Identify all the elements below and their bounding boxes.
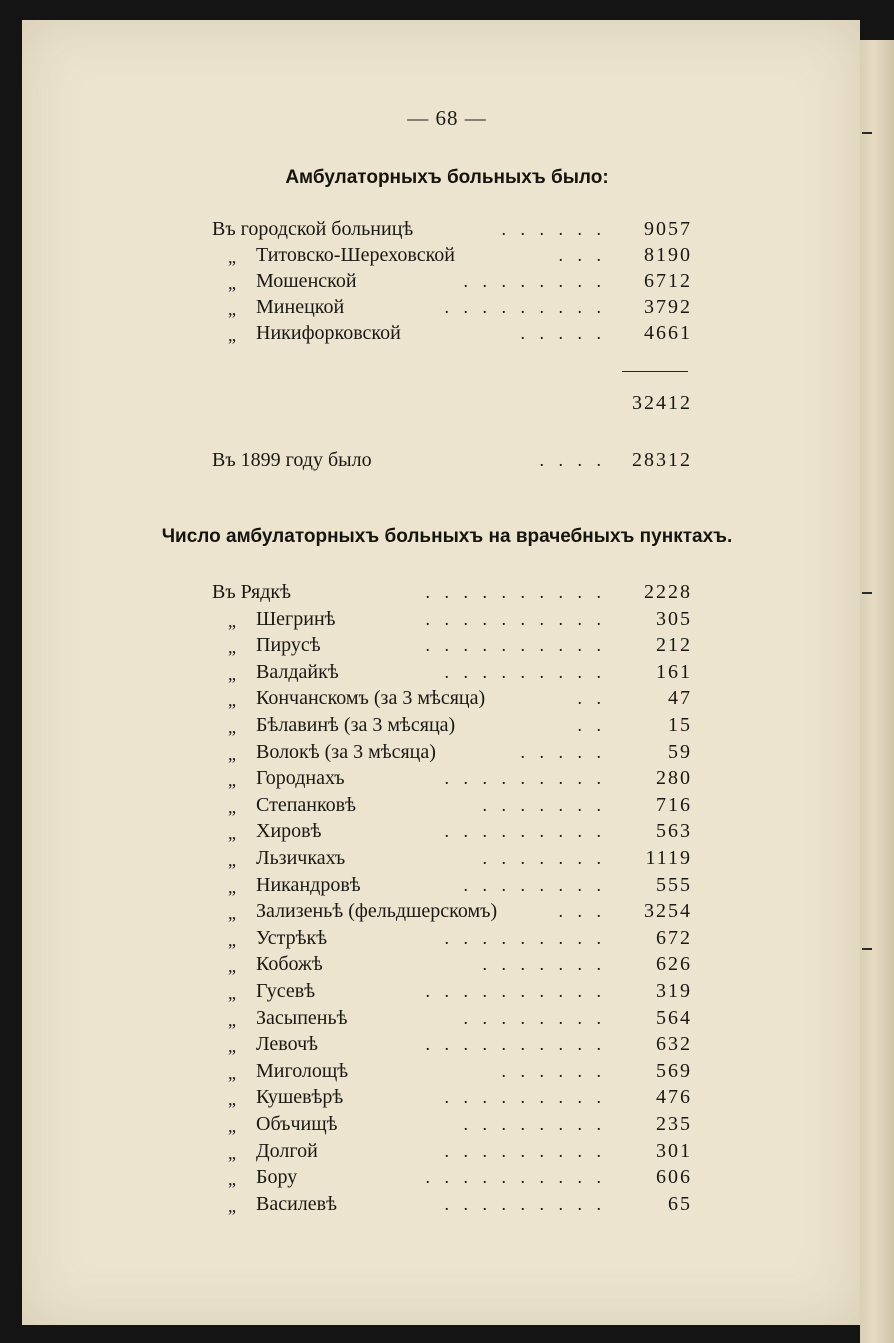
edge-mark — [862, 948, 872, 950]
edge-mark — [862, 132, 872, 134]
leader-dots: . . . . . . . . . — [444, 821, 606, 842]
table-row — [212, 739, 692, 765]
row-value: 2228 — [644, 581, 692, 603]
page-edge — [860, 40, 894, 1343]
leader-dots: . . . . — [539, 450, 606, 470]
leader-dots: . . . . . . . . . — [444, 768, 606, 789]
row-label: Кобожѣ — [256, 953, 323, 976]
leader-dots: . . . — [558, 901, 606, 922]
ditto-mark: „ — [228, 1169, 236, 1190]
section2-heading: Число амбулаторныхъ больныхъ на врачебныхъ пунктахъ. — [161, 526, 733, 547]
leader-dots: . . . . . . . — [482, 794, 606, 815]
row-value: 4661 — [644, 322, 692, 344]
row-value: 476 — [656, 1086, 692, 1109]
row-label: Льзичкахъ — [256, 847, 346, 869]
row-label: Долгой — [256, 1139, 318, 1162]
row-label: Кушевѣрѣ — [256, 1086, 344, 1109]
row-value: 1119 — [645, 847, 692, 869]
row-value: 716 — [656, 793, 692, 816]
leader-dots: . . . . . . . . . . — [425, 635, 606, 656]
leader-dots: . . . . . . . . — [463, 874, 606, 895]
table-row — [212, 1031, 692, 1057]
table-row — [212, 294, 692, 320]
ditto-mark: „ — [228, 1009, 236, 1030]
leader-dots: . . . . . . — [501, 1060, 606, 1081]
table-row — [212, 606, 692, 632]
table-row — [212, 872, 692, 898]
leader-dots: . . . . . . . . . — [444, 1140, 606, 1161]
row-label: Валдайкѣ — [256, 660, 339, 683]
leader-dots: . . . . . . . . . . — [425, 1034, 606, 1055]
leader-dots: . . . . . . . . — [463, 271, 606, 291]
table-row — [212, 1005, 692, 1031]
row-value: 15 — [668, 714, 692, 736]
leader-dots: . . — [577, 715, 606, 735]
leader-dots: . . . . . . — [501, 219, 606, 239]
leader-dots: . . . . . — [520, 323, 606, 343]
row-label: Мошенской — [256, 270, 357, 292]
page-number: — 68 — — [407, 106, 487, 130]
row-label: Засыпеньѣ — [256, 1006, 348, 1029]
ditto-mark: „ — [228, 273, 236, 293]
row-value: 563 — [656, 820, 692, 843]
row-value: 626 — [656, 953, 692, 976]
row-label: Шегринѣ — [256, 607, 336, 630]
row-label: Миголощѣ — [256, 1059, 349, 1082]
row-label: Въ 1899 году было — [212, 449, 372, 471]
previous-year-row — [212, 447, 692, 473]
leader-dots: . . . . . . . . — [463, 1007, 606, 1028]
row-value: 319 — [656, 980, 692, 1002]
row-label: Волокѣ (за 3 мѣсяца) — [256, 740, 436, 763]
leader-dots: . . . . . . . . . . — [425, 981, 606, 1001]
row-label: Хировѣ — [256, 820, 322, 843]
row-label: Въ Рядкѣ — [212, 581, 291, 603]
ditto-mark: „ — [228, 1089, 236, 1110]
row-value: 672 — [656, 926, 692, 949]
section1-heading: Амбулаторныхъ больныхъ было: — [285, 167, 609, 188]
leader-dots: . . . . . . . . . . — [425, 582, 606, 602]
table-row — [212, 1058, 692, 1084]
row-label: Минецкой — [256, 296, 345, 318]
table-row — [212, 685, 692, 711]
ditto-mark: „ — [228, 637, 236, 658]
table-row — [212, 1164, 692, 1190]
sum-rule — [622, 371, 688, 372]
table-row — [212, 978, 692, 1004]
table-row — [212, 818, 692, 844]
row-value: 569 — [656, 1059, 692, 1082]
ditto-mark: „ — [228, 929, 236, 950]
ditto-mark: „ — [228, 1062, 236, 1083]
table-row — [212, 898, 692, 924]
ditto-mark: „ — [228, 1142, 236, 1163]
ditto-mark: „ — [228, 876, 236, 897]
row-label: Устрѣкѣ — [256, 926, 328, 949]
ditto-mark: „ — [228, 247, 236, 267]
table-row — [212, 1111, 692, 1137]
row-label: Гусевѣ — [256, 980, 316, 1002]
row-label: Зализеньѣ (фельдшерскомъ) — [256, 900, 498, 923]
row-value: 606 — [656, 1166, 692, 1189]
leader-dots: . . . . . . . . . — [444, 1087, 606, 1108]
row-value: 8190 — [644, 244, 692, 266]
table-row — [212, 659, 692, 685]
ditto-mark: „ — [228, 663, 236, 684]
row-value: 3254 — [644, 900, 692, 923]
row-value: 65 — [668, 1192, 692, 1215]
ditto-mark: „ — [228, 850, 236, 870]
row-value: 280 — [656, 767, 692, 790]
row-value: 6712 — [644, 270, 692, 292]
total-value: 32412 — [632, 392, 692, 414]
ditto-mark: „ — [228, 796, 236, 817]
row-value: 59 — [668, 740, 692, 763]
leader-dots: . . . . . . . . . . — [425, 1167, 606, 1188]
row-value: 305 — [656, 607, 692, 630]
row-value: 28312 — [632, 449, 692, 471]
row-value: 47 — [668, 687, 692, 710]
row-label: Никифорковской — [256, 322, 401, 344]
table-row — [212, 925, 692, 951]
row-label: Кончанскомъ (за 3 мѣсяца) — [256, 687, 486, 710]
ditto-mark: „ — [228, 1036, 236, 1057]
row-value: 212 — [656, 634, 692, 657]
row-label: Городнахъ — [256, 767, 345, 790]
leader-dots: . . . . . . . . . — [444, 927, 606, 948]
row-value: 301 — [656, 1139, 692, 1162]
row-value: 564 — [656, 1006, 692, 1029]
row-label: Бѣлавинѣ (за 3 мѣсяца) — [256, 714, 456, 736]
ditto-mark: „ — [228, 610, 236, 631]
row-value: 3792 — [644, 296, 692, 318]
ditto-mark: „ — [228, 956, 236, 977]
table-row — [212, 320, 692, 346]
ditto-mark: „ — [228, 823, 236, 844]
table-row — [212, 1084, 692, 1110]
leader-dots: . . . . . . . . . — [444, 1193, 606, 1214]
leader-dots: . . . . . . . . . — [444, 297, 606, 317]
ditto-mark: „ — [228, 325, 236, 345]
row-label: Въ городской больницѣ — [212, 218, 414, 240]
row-label: Бору — [256, 1166, 298, 1189]
ditto-mark: „ — [228, 1195, 236, 1216]
table-row — [212, 242, 692, 268]
table-row — [212, 579, 692, 605]
ditto-mark: „ — [228, 770, 236, 791]
table-row — [212, 712, 692, 738]
table-row — [212, 632, 692, 658]
row-label: Пирусѣ — [256, 634, 321, 657]
leader-dots: . . . . . — [520, 741, 606, 762]
leader-dots: . . — [577, 688, 606, 709]
table-row — [212, 792, 692, 818]
table-row — [212, 268, 692, 294]
table-row — [212, 1191, 692, 1217]
ditto-mark: „ — [228, 983, 236, 1003]
row-label: Левочѣ — [256, 1033, 319, 1056]
table-row — [212, 951, 692, 977]
leader-dots: . . . . . . . . — [463, 1114, 606, 1134]
edge-mark — [862, 592, 872, 594]
row-value: 9057 — [644, 218, 692, 240]
row-value: 161 — [656, 660, 692, 683]
row-label: Степанковѣ — [256, 793, 356, 816]
ditto-mark: „ — [228, 299, 236, 319]
table-row — [212, 765, 692, 791]
leader-dots: . . . . . . . — [482, 954, 606, 975]
ditto-mark: „ — [228, 717, 236, 737]
table-row — [212, 1138, 692, 1164]
leader-dots: . . . . . . . . . . — [425, 608, 606, 629]
ditto-mark: „ — [228, 690, 236, 711]
total-row — [212, 390, 692, 416]
row-value: 555 — [656, 873, 692, 896]
row-label: Василевѣ — [256, 1192, 337, 1215]
leader-dots: . . . . . . . — [482, 848, 606, 868]
row-label: Титовско-Шереховской — [256, 244, 455, 266]
ditto-mark: „ — [228, 1116, 236, 1136]
row-value: 235 — [656, 1113, 692, 1135]
leader-dots: . . . — [558, 245, 606, 265]
ditto-mark: „ — [228, 743, 236, 764]
table-row — [212, 845, 692, 871]
table-row — [212, 216, 692, 242]
ditto-mark: „ — [228, 903, 236, 924]
leader-dots: . . . . . . . . . — [444, 661, 606, 682]
row-label: Объчищѣ — [256, 1113, 338, 1135]
row-label: Никандровѣ — [256, 873, 361, 896]
row-value: 632 — [656, 1033, 692, 1056]
